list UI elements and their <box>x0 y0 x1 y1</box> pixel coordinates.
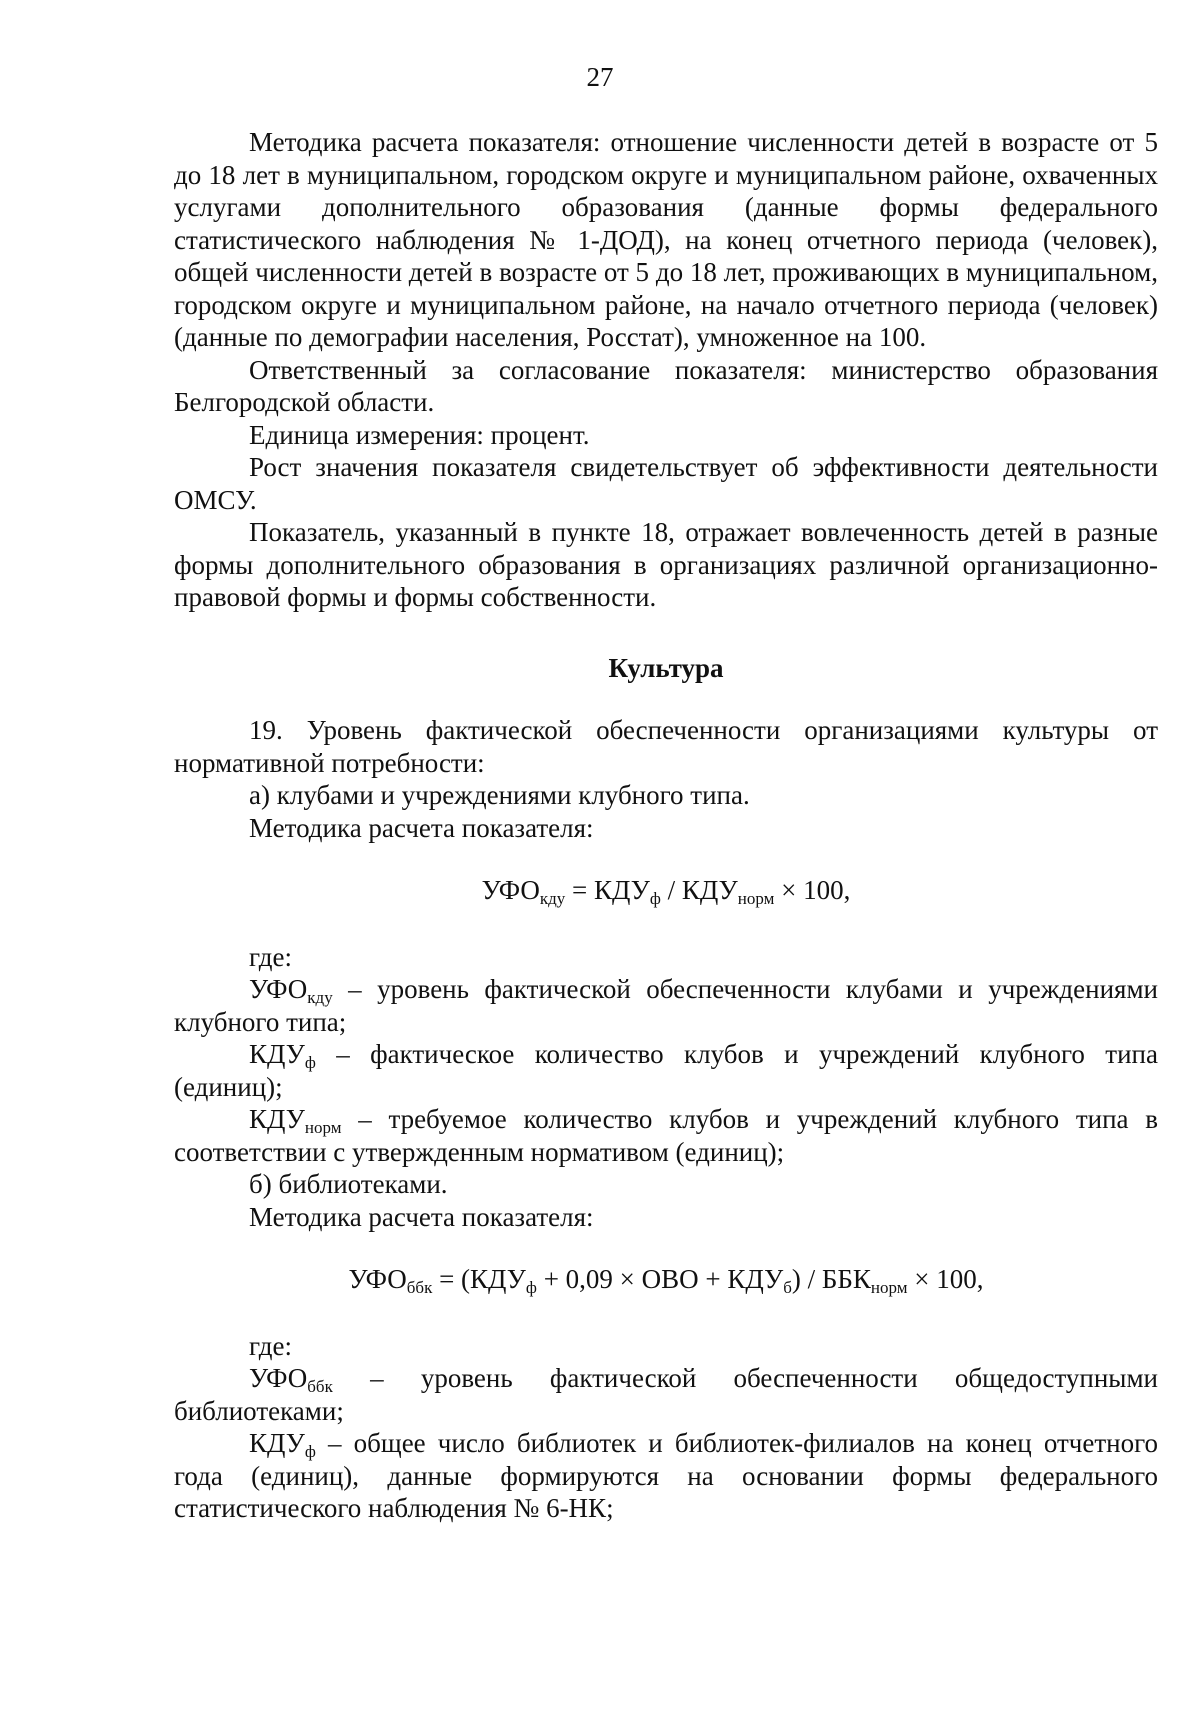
definition-kdu-f-library: $КДУ_ф$ – общее число библиотек и библиотек-филиалов на конец отчетного года (единиц), данные формируются на основании формы федерального статистического наблюдения № 6-НК; <box>174 1428 1158 1523</box>
section-title: Культура <box>608 652 724 683</box>
formula-bbk: $УФО_{ббк} = (КДУ_ф + 0,09$ × ОВО + $КДУ_б) / ББК_{норм} \times 100$, <box>348 1264 984 1297</box>
where-label-b: где: <box>249 1330 292 1361</box>
definition-ufo-kdu: $УФО_{кду}$ – уровень фактической обеспеченности клубами и учреждениями клубного типа; <box>174 974 1158 1037</box>
method-label-b: Методика расчета показателя: <box>249 1201 594 1232</box>
method-paragraph: Методика расчета показателя: отношение численности детей в возрасте от 5 до 18 лет в муниципальном, городском округе и муниципальном районе, охваченных услугами дополнительного образования (данные формы федерального статистического наблюдения № 1-ДОД), на конец отчетного периода (человек), общей численности детей в возрасте от 5 до 18 лет, проживающих в муниципальном, городском округе и муниципальном районе, на начало отчетного периода (человек) (данные по демографии населения, Росстат), умноженное на 100. <box>174 127 1158 352</box>
definition-kdu-f: $КДУ_ф$ – фактическое количество клубов и учреждений клубного типа (единиц); <box>174 1039 1158 1102</box>
responsible-paragraph: Ответственный за согласование показателя: министерство образования Белгородской области. <box>174 354 1158 417</box>
page-number: 27 <box>586 62 614 92</box>
definition-kdu-norm: $КДУ_{норм}$ – требуемое количество клубов и учреждений клубного типа в соответствии с утвержденным нормативом (единиц); <box>174 1104 1158 1167</box>
where-label-a: где: <box>249 941 292 972</box>
definition-ufo-bbk: $УФО_{ббк}$ – уровень фактической обеспеченности общедоступными библиотеками; <box>174 1363 1158 1426</box>
indicator-paragraph: Показатель, указанный в пункте 18, отражает вовлеченность детей в разные формы дополнительного образования в организациях различной организационно-правовой формы и формы собственности. <box>174 517 1158 612</box>
method-label-a: Методика расчета показателя: <box>249 812 594 843</box>
formula-kdu: $УФО_{кду} = КДУ_ф / КДУ_{норм} \times 100$, <box>481 875 851 908</box>
item19-sub-a: а) клубами и учреждениями клубного типа. <box>249 780 750 810</box>
item19-sub-b: б) библиотеками. <box>249 1169 448 1199</box>
growth-paragraph: Рост значения показателя свидетельствует об эффективности деятельности ОМСУ. <box>174 452 1158 515</box>
item19-heading: 19. Уровень фактической обеспеченности организациями культуры от нормативной потребности: <box>174 715 1158 778</box>
document-body <box>174 126 1158 1525</box>
unit-paragraph: Единица измерения: процент. <box>249 419 590 450</box>
